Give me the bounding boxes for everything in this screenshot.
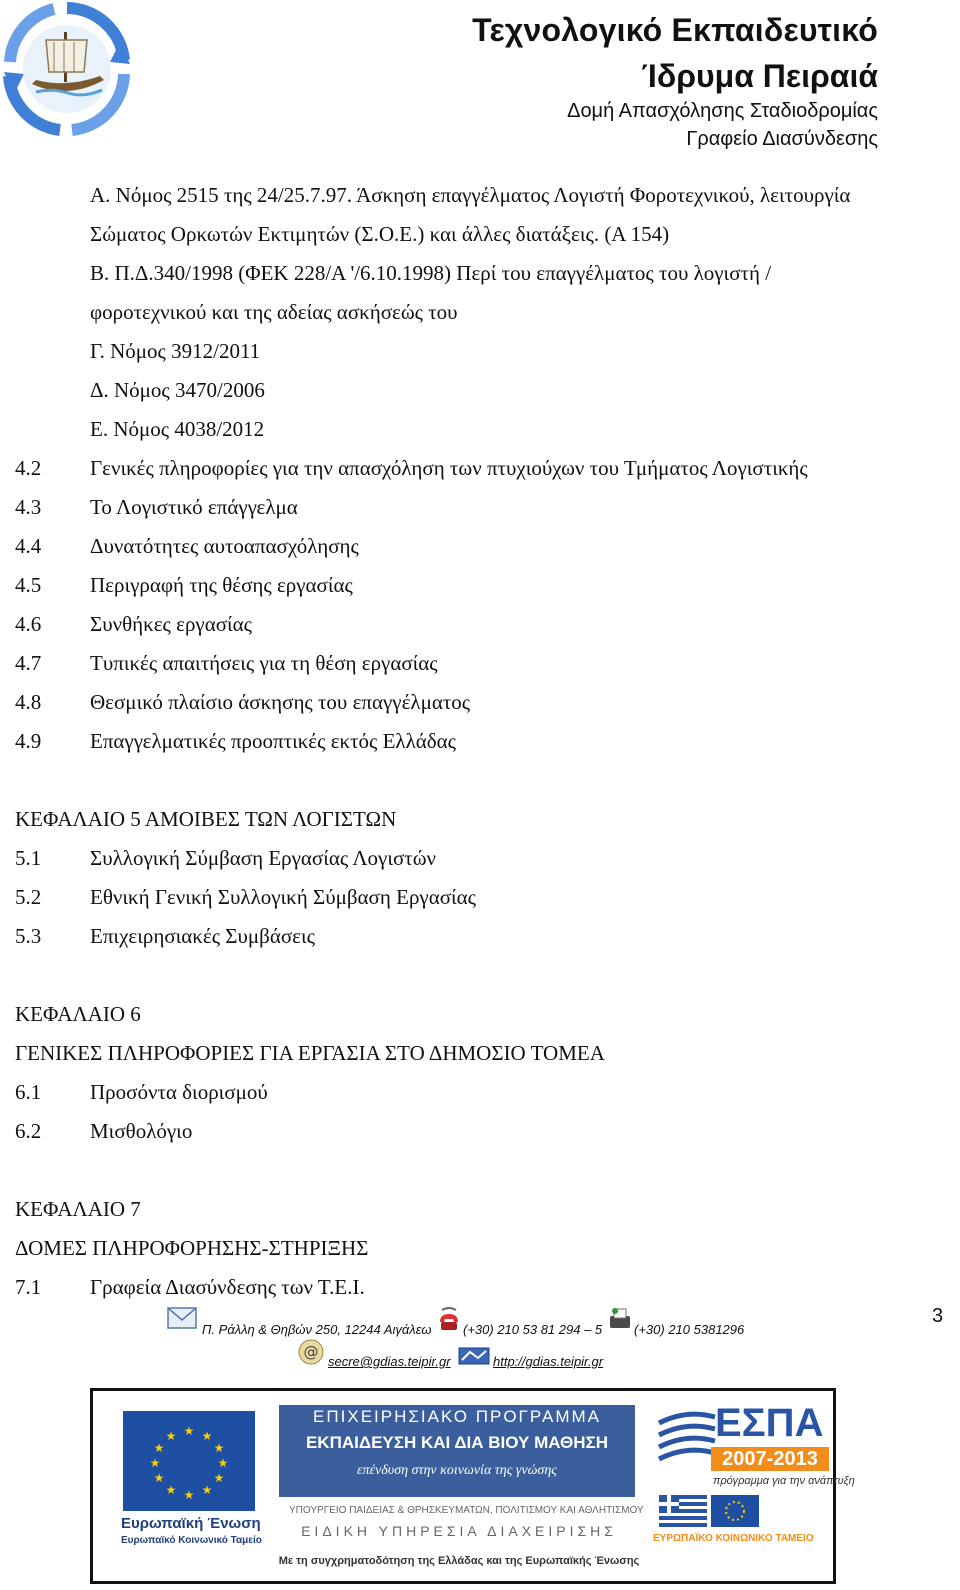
footer-email-link[interactable]: secre@gdias.teipir.gr [328, 1354, 451, 1369]
toc-item-title: Γενικές πληροφορίες για την απασχόληση των πτυχιούχων του Τμήματος Λογιστικής [90, 456, 808, 480]
toc-item-number: 5.2 [15, 885, 42, 909]
toc-subitem: φοροτεχνικού και της αδείας ασκήσεώς του [90, 300, 458, 324]
espa-title: ΕΣΠΑ [715, 1401, 824, 1445]
web-icon [458, 1346, 490, 1371]
cofunding-label: Με τη συγχρηματοδότηση της Ελλάδας και της Ευρωπαϊκής Ένωσης [278, 1555, 640, 1567]
svg-text:★: ★ [201, 1429, 213, 1443]
toc-item-number: 5.1 [15, 846, 42, 870]
agency-label: ΕΙΔΙΚΗ ΥΠΗΡΕΣΙΑ ΔΙΑΧΕΙΡΙΣΗΣ [301, 1523, 617, 1539]
chapter-6-heading: ΚΕΦΑΛΑΙΟ 6 [15, 1002, 141, 1026]
toc-item-number: 4.2 [15, 456, 42, 480]
funding-banner [90, 1388, 855, 1584]
svg-text:★: ★ [165, 1483, 177, 1497]
phone-icon [436, 1306, 462, 1337]
svg-text:★: ★ [153, 1441, 165, 1455]
greek-flag-icon [659, 1495, 707, 1527]
espa-stripes-icon [657, 1409, 717, 1465]
eu-label: Ευρωπαϊκή Ένωση [121, 1515, 261, 1532]
op-programme-block [279, 1405, 635, 1497]
svg-text:★: ★ [213, 1471, 225, 1485]
toc-item-number: 4.7 [15, 651, 42, 675]
svg-text:★: ★ [165, 1429, 177, 1443]
ministry-label: ΥΠΟΥΡΓΕΙΟ ΠΑΙΔΕΙΑΣ & ΘΡΗΣΚΕΥΜΑΤΩΝ, ΠΟΛΙΤΙΣΜΟΥ ΚΑΙ ΑΘΛΗΤΙΣΜΟΥ [289, 1505, 644, 1516]
toc-item-title: Τυπικές απαιτήσεις για τη θέση εργασίας [90, 651, 438, 675]
mail-icon [167, 1306, 197, 1335]
toc-subitem: Δ. Νόμος 3470/2006 [90, 378, 265, 402]
toc-item-title: Εθνική Γενική Συλλογική Σύμβαση Εργασίας [90, 885, 476, 909]
toc-subitem: Α. Νόμος 2515 της 24/25.7.97. Άσκηση επαγγέλματος Λογιστή Φοροτεχνικού, λειτουργία [90, 183, 851, 207]
footer-address: Π. Ράλλη & Θηβών 250, 12244 Αιγάλεω [202, 1322, 432, 1337]
header-institution-line1: Τεχνολογικό Εκπαιδευτικό [472, 12, 878, 48]
footer-fax: (+30) 210 5381296 [634, 1322, 745, 1337]
footer-website-link[interactable]: http://gdias.teipir.gr [493, 1354, 604, 1369]
toc-item-title: Προσόντα διορισμού [90, 1080, 268, 1104]
toc-item-number: 4.6 [15, 612, 42, 636]
toc-item-number: 6.2 [15, 1119, 42, 1143]
toc-item-title: Περιγραφή της θέσης εργασίας [90, 573, 353, 597]
email-icon [297, 1338, 325, 1371]
toc-item-title: Θεσμικό πλαίσιο άσκησης του επαγγέλματος [90, 690, 471, 714]
eu-flag-icon [123, 1411, 255, 1511]
op-title: ΕΠΙΧΕΙΡΗΣΙΑΚΟ ΠΡΟΓΡΑΜΜΑ [313, 1407, 601, 1426]
toc-subitem: Β. Π.Δ.340/1998 (ΦΕΚ 228/Α '/6.10.1998) Περί του επαγγέλματος του λογιστή / [90, 261, 772, 285]
svg-text:★: ★ [201, 1483, 213, 1497]
op-slogan: επένδυση στην κοινωνία της γνώσης [357, 1463, 557, 1478]
toc-item-number: 6.1 [15, 1080, 42, 1104]
toc-item-number: 4.9 [15, 729, 42, 753]
header-office: Γραφείο Διασύνδεσης [686, 128, 878, 150]
svg-text:★: ★ [213, 1441, 225, 1455]
eu-flag-small-icon [711, 1495, 759, 1527]
toc-item-title: Συλλογική Σύμβαση Εργασίας Λογιστών [90, 846, 437, 870]
header-institution-line2: Ίδρυμα Πειραιά [641, 58, 878, 94]
espa-years: 2007-2013 [711, 1447, 829, 1471]
svg-text:★: ★ [183, 1424, 195, 1438]
footer-phone: (+30) 210 53 81 294 – 5 [463, 1322, 603, 1337]
svg-text:★: ★ [153, 1471, 165, 1485]
op-subtitle: ΕΚΠΑΙΔΕΥΣΗ ΚΑΙ ΔΙΑ ΒΙΟΥ ΜΑΘΗΣΗ [305, 1433, 609, 1452]
toc-item-number: 5.3 [15, 924, 42, 948]
toc-item-number: 4.5 [15, 573, 42, 597]
toc-item-number: 4.8 [15, 690, 42, 714]
svg-text:@: @ [303, 1343, 319, 1361]
toc-subitem: Γ. Νόμος 3912/2011 [90, 339, 261, 363]
toc-item-title: Το Λογιστικό επάγγελμα [90, 495, 298, 519]
svg-text:★: ★ [217, 1456, 229, 1470]
toc-item-title: Μισθολόγιο [90, 1119, 193, 1143]
chapter-7-title: ΔΟΜΕΣ ΠΛΗΡΟΦΟΡΗΣΗΣ-ΣΤΗΡΙΞΗΣ [15, 1236, 369, 1260]
toc-item-number: 7.1 [15, 1275, 42, 1299]
svg-text:★: ★ [183, 1488, 195, 1502]
toc-item-title: Επαγγελματικές προοπτικές εκτός Ελλάδας [90, 729, 457, 753]
esf-label: Ευρωπαϊκό Κοινωνικό Ταμείο [121, 1535, 262, 1546]
toc-item-title: Δυνατότητες αυτοαπασχόλησης [90, 534, 359, 558]
fax-icon [607, 1306, 633, 1337]
chapter-5-heading: ΚΕΦΑΛΑΙΟ 5 ΑΜΟΙΒΕΣ ΤΩΝ ΛΟΓΙΣΤΩΝ [15, 807, 397, 831]
esf-label-orange: ΕΥΡΩΠΑΪΚΟ ΚΟΙΝΩΝΙΚΟ ΤΑΜΕΙΟ [653, 1533, 814, 1544]
chapter-7-heading: ΚΕΦΑΛΑΙΟ 7 [15, 1197, 141, 1221]
toc-item-title: Συνθήκες εργασίας [90, 612, 252, 636]
chapter-6-title: ΓΕΝΙΚΕΣ ΠΛΗΡΟΦΟΡΙΕΣ ΓΙΑ ΕΡΓΑΣΙΑ ΣΤΟ ΔΗΜΟΣΙΟ ΤΟΜΕΑ [15, 1041, 605, 1065]
toc-subitem: Σώματος Ορκωτών Εκτιμητών (Σ.Ο.Ε.) και άλλες διατάξεις. (Α 154) [90, 222, 670, 246]
svg-text:★: ★ [149, 1456, 161, 1470]
toc-item-title: Γραφεία Διασύνδεσης των Τ.Ε.Ι. [90, 1275, 365, 1299]
toc-subitem: Ε. Νόμος 4038/2012 [90, 417, 265, 441]
toc-item-title: Επιχειρησιακές Συμβάσεις [90, 924, 315, 948]
espa-subtitle: πρόγραμμα για την ανάπτυξη [713, 1475, 855, 1487]
page-number: 3 [932, 1305, 944, 1327]
header-department: Δομή Απασχόλησης Σταδιοδρομίας [567, 100, 878, 122]
institution-logo [2, 2, 132, 137]
toc-item-number: 4.3 [15, 495, 42, 519]
toc-item-number: 4.4 [15, 534, 42, 558]
